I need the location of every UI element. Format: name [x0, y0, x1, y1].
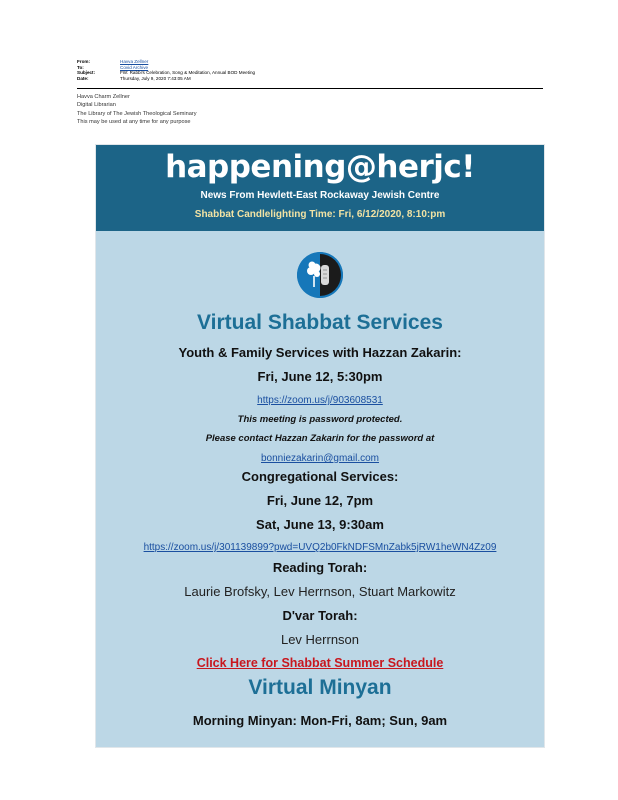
from-label: From: — [77, 59, 91, 64]
subject-value: FW: Rabbi's Celebration, Song & Meditation, Annual BOD Meeting — [120, 70, 256, 76]
minyan-heading: Virtual Minyan — [248, 676, 392, 699]
dvar-torah-name: Lev Herrnson — [280, 632, 360, 647]
youth-services-time: Fri, June 12, 5:30pm — [257, 369, 383, 384]
signature-role: Digital Librarian — [77, 102, 116, 109]
password-note: This meeting is password protected. — [237, 414, 403, 425]
header-divider — [77, 88, 543, 89]
services-heading: Virtual Shabbat Services — [197, 311, 443, 334]
summer-schedule-link[interactable]: Click Here for Shabbat Summer Schedule — [196, 656, 444, 670]
tree-and-tablets-icon — [297, 252, 343, 298]
newsletter-banner — [96, 145, 544, 231]
email-header — [77, 59, 255, 81]
youth-services-title: Youth & Family Services with Hazzan Zakarin: — [178, 345, 462, 360]
congregational-zoom-link[interactable]: https://zoom.us/j/301139899?pwd=UVQ2b0FkNDFSMnZabk5jRW1heWN4Zz09 — [143, 542, 497, 553]
signature-block — [77, 93, 197, 127]
torah-readers: Laurie Brofsky, Lev Herrnson, Stuart Markowitz — [184, 584, 456, 599]
from-value[interactable]: Havva Zellner — [120, 59, 149, 64]
youth-zoom-link[interactable]: https://zoom.us/j/903608531 — [257, 395, 383, 406]
congregational-time-sat: Sat, June 13, 9:30am — [256, 517, 384, 532]
newsletter-title: happening@herjc! — [165, 149, 475, 185]
candlelighting-time: Shabbat Candlelighting Time: Fri, 6/12/2020, 8:10:pm — [194, 209, 446, 220]
to-label: To: — [77, 64, 84, 70]
date-value: Thursday, July 9, 2020 7:43:05 AM — [120, 75, 191, 81]
signature-org: The Library of The Jewish Theological Seminary — [77, 110, 197, 117]
contact-note: Please contact Hazzan Zakarin for the password at — [205, 433, 435, 444]
signature-name: Havva Charm Zellner — [77, 94, 130, 100]
congregational-time-fri: Fri, June 12, 7pm — [266, 493, 374, 508]
to-value[interactable]: Covid Archive — [120, 64, 149, 70]
date-label: Date: — [77, 75, 89, 81]
newsletter-card — [95, 144, 545, 748]
congregational-title: Congregational Services: — [241, 469, 399, 484]
signature-note: This may be used at any time for any purpose — [77, 119, 191, 126]
contact-email-link[interactable]: bonniezakarin@gmail.com — [261, 453, 379, 464]
subject-label: Subject: — [77, 70, 96, 76]
newsletter-subtitle: News From Hewlett-East Rockaway Jewish Centre — [200, 190, 440, 201]
minyan-times: Morning Minyan: Mon-Fri, 8am; Sun, 9am — [192, 713, 448, 728]
reading-torah-title: Reading Torah: — [272, 560, 368, 575]
email-date-row — [77, 76, 255, 82]
dvar-torah-title: D'var Torah: — [282, 608, 358, 623]
